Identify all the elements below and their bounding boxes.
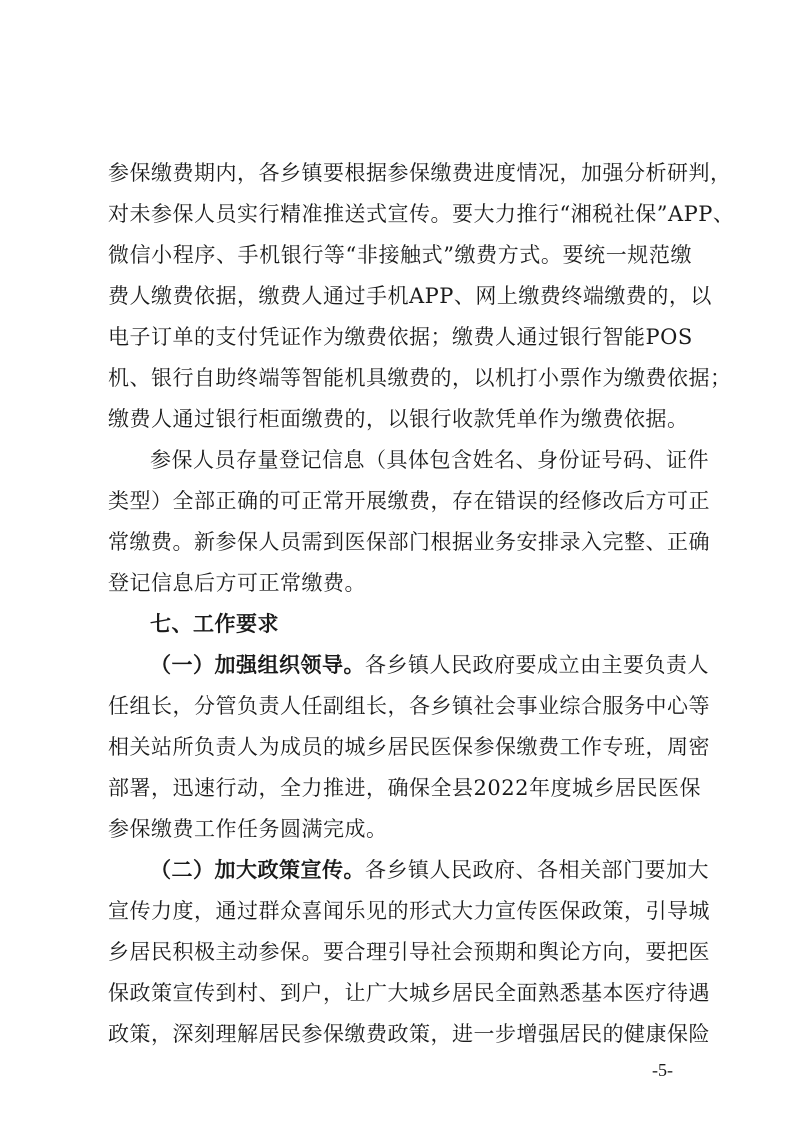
paragraph-line: 参保缴费工作任务圆满完成。 [108, 817, 388, 841]
paragraph-line: 常缴费。新参保人员需到医保部门根据业务安排录入完整、正确 [108, 530, 710, 554]
paragraph-line: 乡居民积极主动参保。要合理引导社会预期和舆论方向，要把医 [108, 940, 710, 964]
paragraph-line: 任组长，分管负责人任副组长，各乡镇社会事业综合服务中心等 [108, 694, 710, 718]
subsection-text: 各乡镇人民政府、各相关部门要加大 [365, 858, 709, 882]
paragraph-line: 电子订单的支付凭证作为缴费依据；缴费人通过银行智能POS [108, 325, 693, 349]
page-number: -5- [652, 1060, 673, 1080]
subsection-title: （一）加强组织领导。 [150, 653, 365, 677]
paragraph-line: 相关站所负责人为成员的城乡居民医保参保缴费工作专班，周密 [108, 735, 710, 759]
subsection-title: （二）加大政策宣传。 [150, 858, 365, 882]
subsection-text: 各乡镇人民政府要成立由主要负责人 [365, 653, 709, 677]
paragraph-line: 对未参保人员实行精准推送式宣传。要大力推行“湘税社保”APP、 [108, 202, 735, 226]
paragraph-line: 登记信息后方可正常缴费。 [108, 571, 366, 595]
paragraph-line: 参保人员存量登记信息（具体包含姓名、身份证号码、证件 [150, 448, 709, 472]
paragraph-line: 部署，迅速行动，全力推进，确保全县2022年度城乡居民医保 [108, 776, 701, 800]
subsection-first-line [150, 855, 709, 885]
paragraph-line: 机、银行自助终端等智能机具缴费的，以机打小票作为缴费依据； [108, 366, 732, 390]
paragraph-line: 政策，深刻理解居民参保缴费政策，进一步增强居民的健康保险 [108, 1022, 710, 1046]
paragraph-line: 参保缴费期内，各乡镇要根据参保缴费进度情况，加强分析研判， [108, 161, 732, 185]
paragraph-line: 微信小程序、手机银行等“非接触式”缴费方式。要统一规范缴 [108, 243, 692, 267]
paragraph-line: 宣传力度，通过群众喜闻乐见的形式大力宣传医保政策，引导城 [108, 899, 710, 923]
paragraph-line: 保政策宣传到村、到户，让广大城乡居民全面熟悉基本医疗待遇 [108, 981, 710, 1005]
subsection-first-line [150, 650, 709, 680]
paragraph-line: 缴费人通过银行柜面缴费的，以银行收款凭单作为缴费依据。 [108, 407, 689, 431]
section-heading: 七、工作要求 [150, 612, 279, 636]
paragraph-line: 费人缴费依据，缴费人通过手机APP、网上缴费终端缴费的，以 [108, 284, 712, 308]
paragraph-line: 类型）全部正确的可正常开展缴费，存在错误的经修改后方可正 [108, 489, 710, 513]
